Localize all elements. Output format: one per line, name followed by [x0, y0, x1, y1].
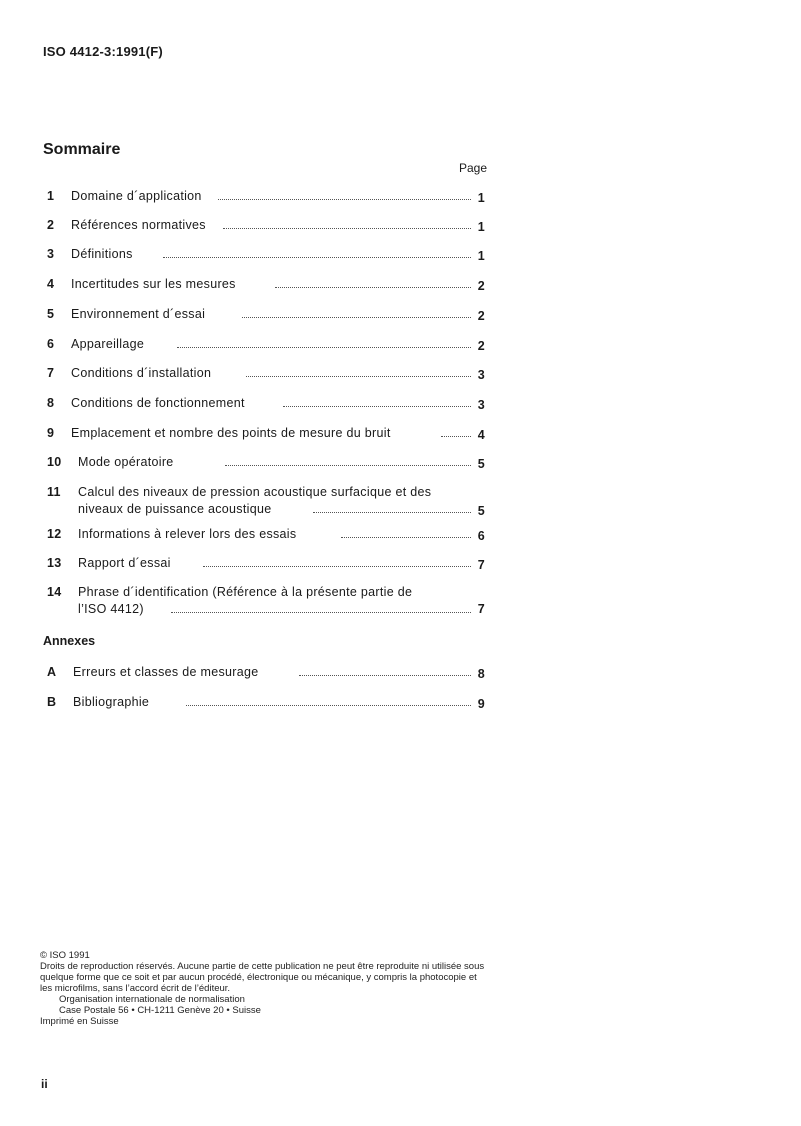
annex-letter: B [47, 695, 57, 709]
dot-leader [313, 512, 471, 513]
toc-entry-title: Conditions de fonctionnement [71, 396, 245, 410]
toc-entry-page: 3 [477, 368, 485, 382]
toc-entry-title: Incertitudes sur les mesures [71, 277, 236, 291]
annex-title: Bibliographie [73, 695, 150, 709]
dot-leader [223, 228, 471, 229]
toc-entry-number: 9 [47, 426, 55, 440]
toc-entry-page: 2 [477, 309, 485, 323]
toc-entry-page: 7 [477, 558, 485, 572]
document-id: ISO 4412-3:1991(F) [43, 44, 163, 59]
toc-entry-title: Références normatives [71, 218, 206, 232]
toc-entry-page: 6 [477, 529, 485, 543]
toc-entry-title: Calcul des niveaux de pression acoustique surfacique et des [78, 485, 432, 499]
toc-entry-title: Appareillage [71, 337, 145, 351]
toc-entry-page: 1 [477, 220, 485, 234]
annex-title: Erreurs et classes de mesurage [73, 665, 259, 679]
dot-leader [283, 406, 471, 407]
toc-entry-page: 3 [477, 398, 485, 412]
printed-in: Imprimé en Suisse [40, 1016, 119, 1027]
toc-entry-title: Emplacement et nombre des points de mesure du bruit [71, 426, 391, 440]
dot-leader [246, 376, 471, 377]
annex-letter: A [47, 665, 57, 679]
copyright-notice [40, 950, 490, 1027]
toc-entry-number: 10 [47, 455, 62, 469]
toc-entry-title-line2: l’ISO 4412) [78, 602, 144, 616]
toc-entry-number: 4 [47, 277, 55, 291]
dot-leader [242, 317, 471, 318]
toc-entry-number: 11 [47, 485, 61, 499]
contents-title: Sommaire [43, 141, 121, 158]
dot-leader [163, 257, 471, 258]
toc-entry-title: Conditions d´installation [71, 366, 212, 380]
publisher-org: Organisation internationale de normalisation [59, 994, 245, 1005]
toc-entry-title: Phrase d´identification (Référence à la présente partie de [78, 585, 413, 599]
toc-entry-page: 5 [477, 457, 485, 471]
dot-leader [299, 675, 471, 676]
dot-leader [341, 537, 471, 538]
toc-entry-title: Rapport d´essai [78, 556, 171, 570]
toc-entry-page: 2 [477, 279, 485, 293]
page-column-label: Page [459, 161, 488, 175]
toc-entry-title: Mode opératoire [78, 455, 174, 469]
copyright-year: © ISO 1991 [40, 950, 90, 961]
copyright-rights: Droits de reproduction réservés. Aucune partie de cette publication ne peut être reproduite ni utilisée sous quelque forme que ce soit et par aucun procédé, électronique ou mécanique, y compris la photocopie et les microfilms, sans l’accord écrit de l’éditeur. [40, 961, 485, 994]
dot-leader [186, 705, 471, 706]
dot-leader [171, 612, 471, 613]
toc-entry-page: 7 [477, 602, 485, 616]
dot-leader [203, 566, 471, 567]
toc-entry-number: 6 [47, 337, 55, 351]
toc-entry-title: Informations à relever lors des essais [78, 527, 297, 541]
toc-entry-number: 14 [47, 585, 62, 599]
toc-entry-number: 12 [47, 527, 62, 541]
toc-entry-number: 8 [47, 396, 55, 410]
dot-leader [441, 436, 471, 437]
toc-entry-title: Définitions [71, 247, 133, 261]
toc-entry-page: 2 [477, 339, 485, 353]
toc-entry-number: 2 [47, 218, 55, 232]
annex-page: 8 [477, 667, 485, 681]
toc-entry-number: 1 [47, 189, 55, 203]
toc-entry-title: Domaine d´application [71, 189, 202, 203]
dot-leader [275, 287, 471, 288]
annexes-heading: Annexes [43, 634, 96, 648]
toc-entry-page: 5 [477, 504, 485, 518]
toc-entry-page: 1 [477, 191, 485, 205]
toc-entry-number: 3 [47, 247, 55, 261]
toc-entry-number: 5 [47, 307, 55, 321]
page-number: ii [41, 1077, 48, 1091]
toc-entry-page: 1 [477, 249, 485, 263]
toc-entry-number: 7 [47, 366, 55, 380]
toc-entry-title: Environnement d´essai [71, 307, 206, 321]
dot-leader [225, 465, 471, 466]
dot-leader [177, 347, 471, 348]
toc-entry-title-line2: niveaux de puissance acoustique [78, 502, 272, 516]
annex-page: 9 [477, 697, 485, 711]
toc-entry-page: 4 [477, 428, 485, 442]
publisher-address: Case Postale 56 • CH-1211 Genève 20 • Suisse [59, 1005, 261, 1016]
dot-leader [218, 199, 471, 200]
toc-entry-number: 13 [47, 556, 62, 570]
